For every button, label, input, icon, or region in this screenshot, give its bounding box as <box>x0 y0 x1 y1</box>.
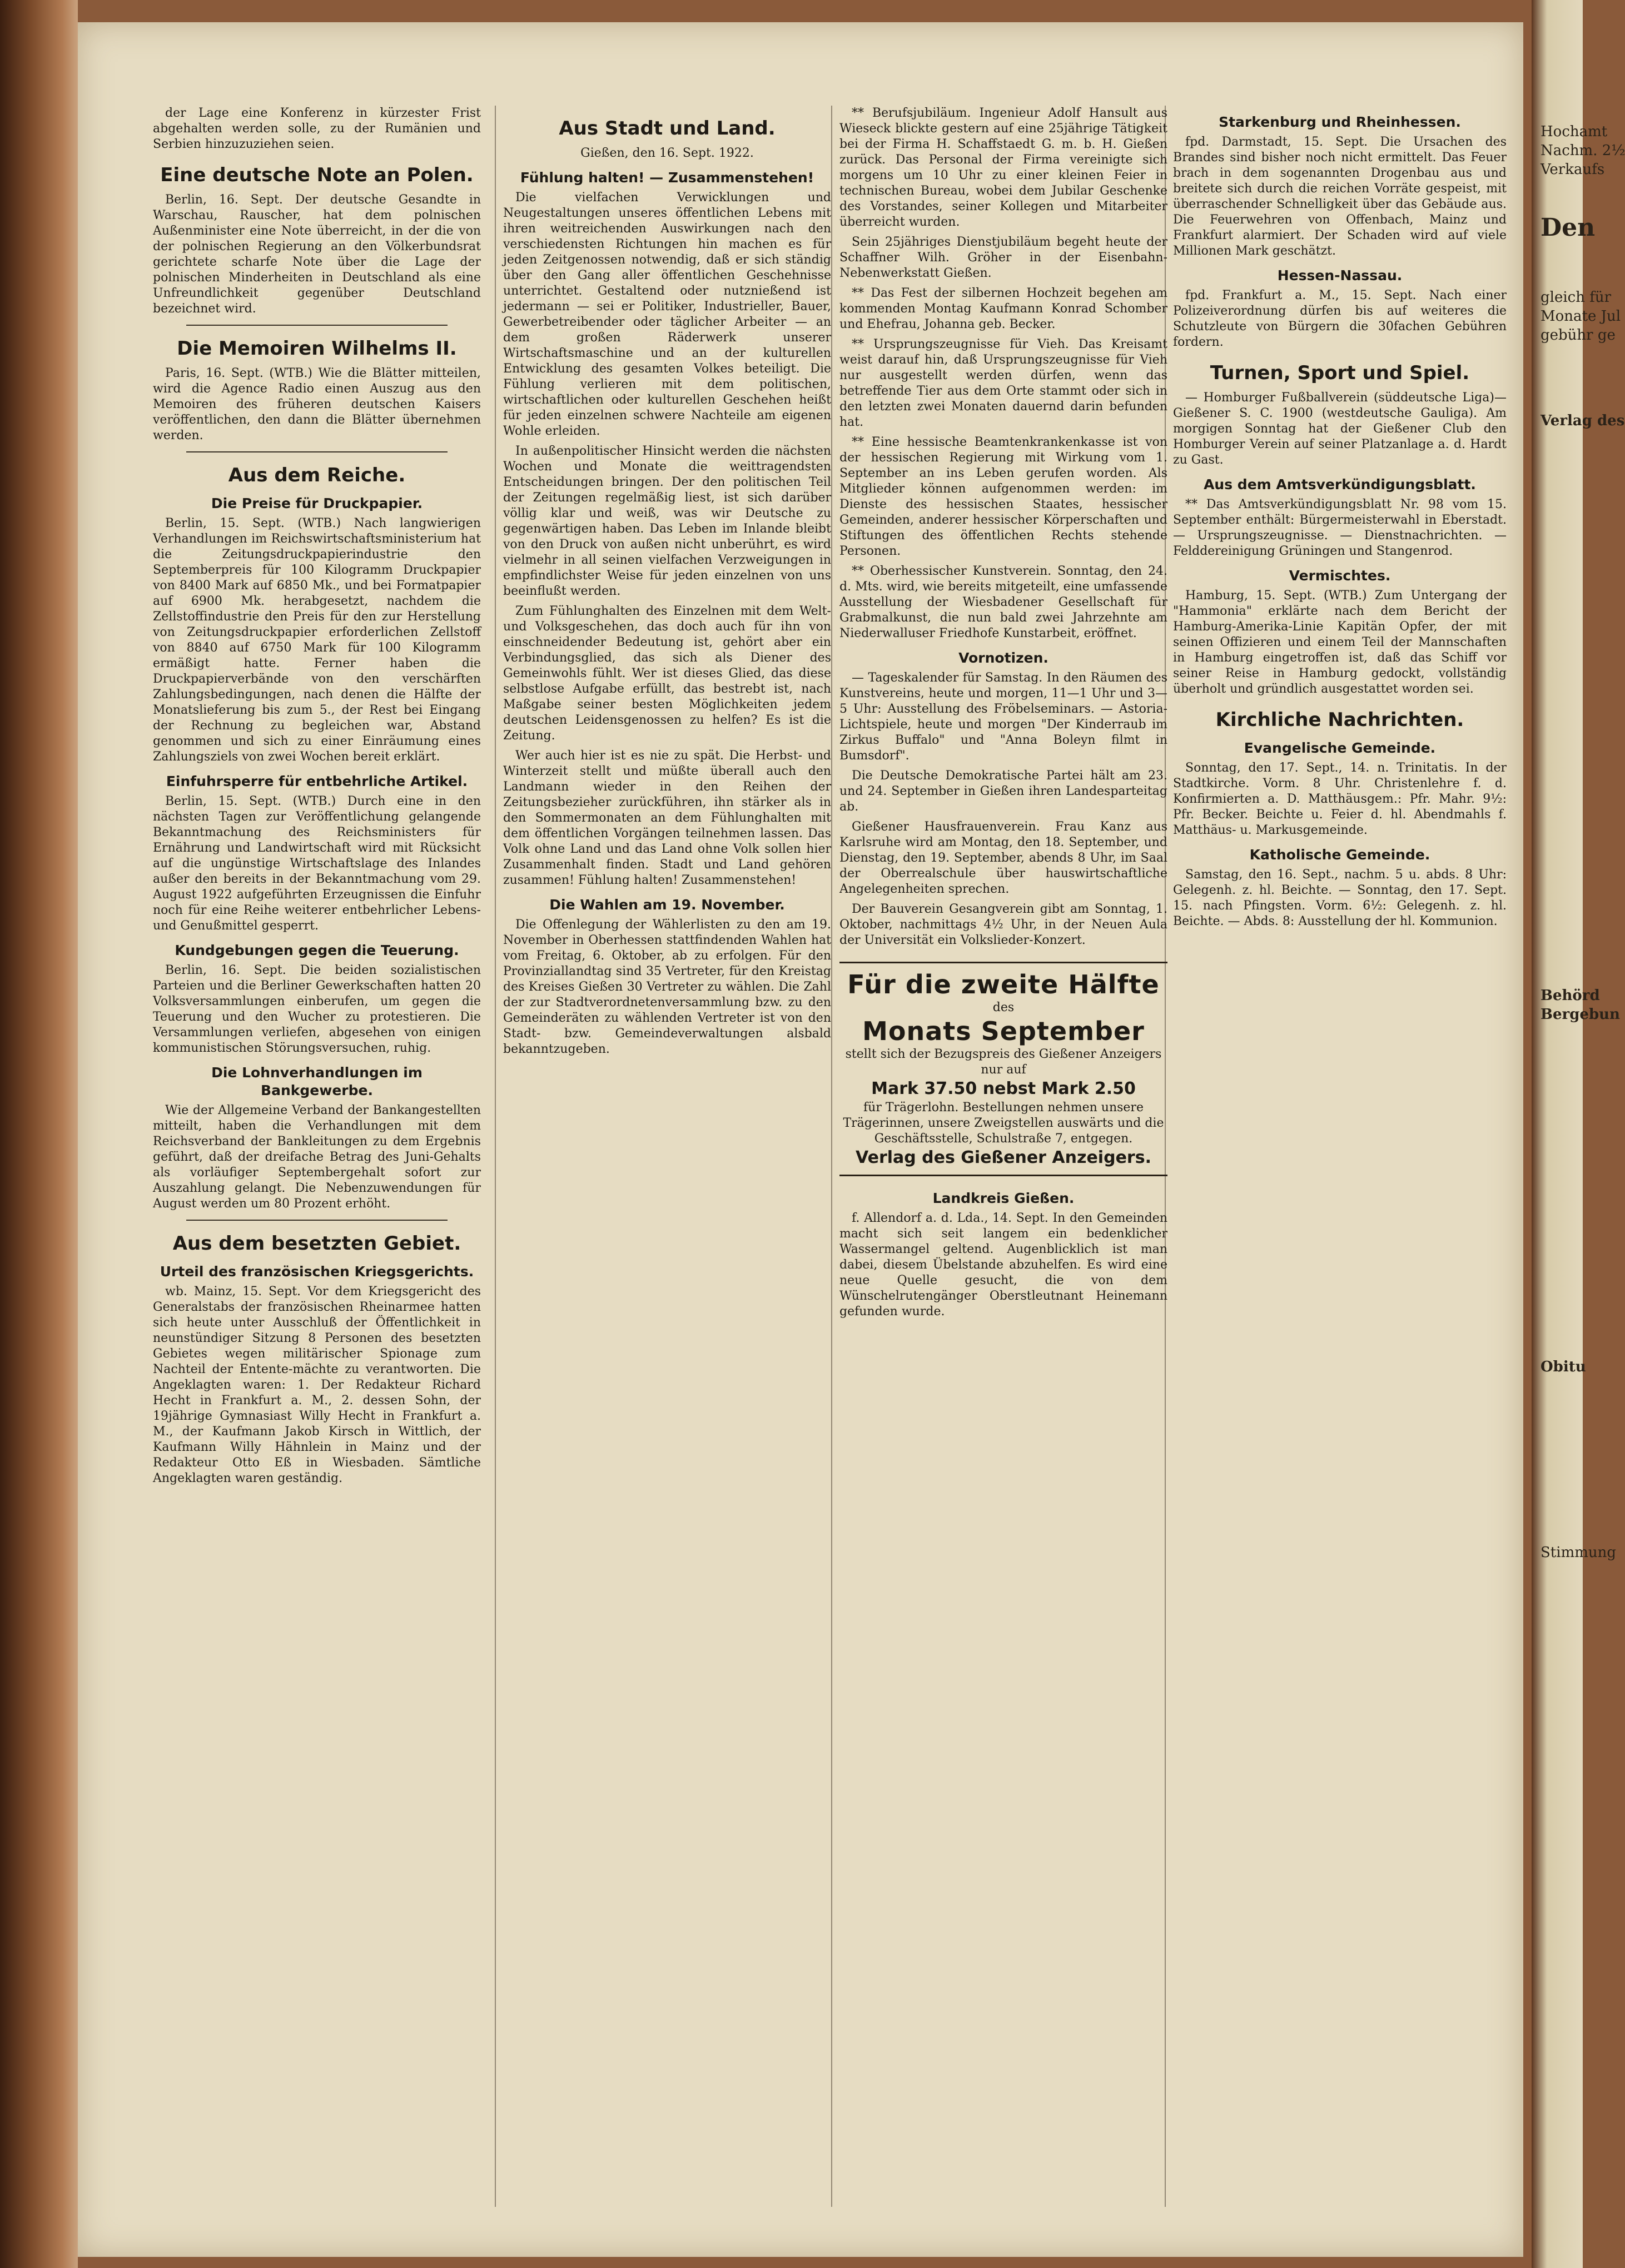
article-text: Die Offenlegung der Wählerlisten zu den am 19. November in Oberhessen stattfindenden Wahlen hat vom Freitag, 6. Oktober, ab zu erfolgen. Für den Provinziallandtag sind 35 Vertreter, für den Kreistag des Kreises Gießen 30 Vertreter zu wählen. Die Zahl der zur Stadtverordnetenversammlung bzw. zu den Gemeinderäten zu wählenden Vertreter ist von den Stadt- bzw. Gemeindeverwaltungen alsbald bekanntzugeben. <box>503 918 831 1056</box>
article-subheadline: Die Preise für Druckpapier. <box>211 495 423 511</box>
article-text: — Homburger Fußballverein (süddeutsche Liga)—Gießener S. C. 1900 (westdeutsche Gauliga). Am morgigen Sonntag hat der Gießener Club den Homburger Verein auf seiner Platzanlage a. d. Hardt zu Gast. <box>1173 391 1507 467</box>
article-subheadline: Starkenburg und Rheinhessen. <box>1219 114 1461 130</box>
article-headline: Eine deutsche Note an Polen. <box>160 164 474 186</box>
fragment-text: gebühr ge <box>1540 327 1616 344</box>
fragment-text: Den <box>1540 213 1596 242</box>
article-text: Gießener Hausfrauenverein. Frau Kanz aus Karlsruhe wird am Montag, den 18. September, und Dienstag, den 19. September, abends 8 Uhr, im Saal der Oberrealschule über hauswirtschaftliche Angelegenheiten sprechen. <box>839 820 1167 896</box>
ad-text: für Trägerlohn. Bestellungen nehmen unsere Trägerinnen, unsere Zweigstellen auswärts und die Geschäftsstelle, Schulstraße 7, entgegen. <box>843 1101 1164 1146</box>
fragment-text: Nachm. 2½ <box>1540 142 1625 159</box>
column-rule <box>495 106 496 2207</box>
article-text: Sonntag, den 17. Sept., 14. n. Trinitatis. In der Stadtkirche. Vorm. 8 Uhr. Christenlehre f. d. Konfirmierten a. D. Matthäusgem.: Pfr. Mahr. 9½: Pfr. Becker. Beichte u. Feier d. hl. Abendmahls f. Matthäus- u. Markusgemeinde. <box>1173 761 1507 837</box>
article-headline: Die Memoiren Wilhelms II. <box>177 337 457 360</box>
section-headline: Aus dem besetzten Gebiet. <box>172 1232 461 1255</box>
column-2 <box>503 106 831 1062</box>
article-subheadline: Vermischtes. <box>1289 568 1391 584</box>
fragment-text: Obitu <box>1540 1359 1586 1375</box>
article-subheadline: Aus dem Amtsverkündigungsblatt. <box>1204 476 1476 493</box>
column-rule <box>831 106 832 2207</box>
article-text: ** Oberhessischer Kunstverein. Sonntag, den 24. d. Mts. wird, wie bereits mitgeteilt, eine umfassende Ausstellung der Wiesbadener Gesellschaft für Grabmalkunst, die nun bald zwei Jahrzehnte am Niederwalluser Friedhofe Kunstarbeit, eröffnet. <box>839 564 1167 640</box>
article-subheadline: Katholische Gemeinde. <box>1249 847 1430 863</box>
article-subheadline: Die Lohnverhandlungen im Bankgewerbe. <box>211 1065 423 1098</box>
article-subheadline: Vornotizen. <box>958 650 1048 666</box>
article-text: In außenpolitischer Hinsicht werden die nächsten Wochen und Monate die weittragendsten Entscheidungen bringen. Der den politischen Teil der Zeitungen regelmäßig liest, ist sich darüber völlig klar und weiß, was wir Deutsche zu gegenwärtigen haben. Das Leben im Inlande bleibt von den Druck von außen nicht unberührt, es wird vielmehr in all seinen vielfachen Verzweigungen in empfindlichster Weise für jeden einzelnen von uns beeinflußt werden. <box>503 444 831 598</box>
article-text: Der Bauverein Gesangverein gibt am Sonntag, 1. Oktober, nachmittags 4½ Uhr, in der Neuen Aula der Universität ein Volkslieder-Konzert. <box>839 902 1167 947</box>
article-text: fpd. Darmstadt, 15. Sept. Die Ursachen des Brandes sind bisher noch nicht ermittelt. Das Feuer brach in dem sogenannten Drogenbau aus und breitete sich durch die reichen Vorräte gespeist, mit überraschender Schnelligkeit über das Gebäude aus. Die Feuerwehren von Offenbach, Mainz und Frankfurt alarmiert. Der Schaden wird auf viele Millionen Mark geschätzt. <box>1173 135 1507 258</box>
column-3 <box>839 106 1167 1324</box>
book-binding <box>0 0 78 2268</box>
section-headline: Turnen, Sport und Spiel. <box>1210 362 1470 384</box>
column-4 <box>1173 106 1507 934</box>
fragment-text: Behörd <box>1540 987 1600 1004</box>
article-subheadline: Landkreis Gießen. <box>932 1190 1075 1206</box>
article-text: Sein 25jähriges Dienstjubiläum begeht heute der Schaffner Wilh. Gröher in der Eisenbahn-Nebenwerkstatt Gießen. <box>839 235 1167 280</box>
article-text: Berlin, 15. Sept. (WTB.) Nach langwierigen Verhandlungen im Reichswirtschaftsministerium hat die Zeitungsdruckpapierindustrie den Septemberpreis für 100 Kilogramm Druckpapier von 8400 Mark auf 6850 Mk., und bei Formatpapier auf 6900 Mk. herabgesetzt, nachdem die Zellstoffindustrie den Preis für den zur Herstellung von Zeitungsdruckpapier erforderlichen Zellstoff von 8840 auf 6750 Mark für 100 Kilogramm ermäßigt hatte. Ferner haben die Druckpapierverbände von den verschärften Zahlungsbedingungen, nach denen die Hälfte der Monatslieferung bis zum 5., der Rest bei Eingang der Rechnung zu begleichen war, Abstand genommen und sich zu einer Einräumung eines Zahlungsziels von zwei Wochen bereit erklärt. <box>153 516 481 764</box>
article-text: Die Deutsche Demokratische Partei hält am 23. und 24. September in Gießen ihren Landesparteitag ab. <box>839 769 1167 814</box>
article-text: — Tageskalender für Samstag. In den Räumen des Kunstvereins, heute und morgen, 11—1 Uhr und 3—5 Uhr: Ausstellung des Fröbelseminars. — Astoria-Lichtspiele, heute und morgen "Der Kinderraub im Zirkus Buffalo" und "Anna Boleyn filmt in Bumsdorf". <box>839 671 1167 763</box>
ad-price: Mark 37.50 nebst Mark 2.50 <box>871 1079 1136 1098</box>
article-text: Hamburg, 15. Sept. (WTB.) Zum Untergang der "Hammonia" erklärte nach dem Bericht der Hamburg-Amerika-Linie Kapitän Opfer, der mit seinen Offizieren und einem Teil der Mannschaften in Hamburg eingetroffen ist, daß das Schiff vor seiner Reise in Hamburg gedockt, vollständig überholt und gründlich ausgestattet worden sei. <box>1173 589 1507 696</box>
adjacent-page-fragment <box>1532 0 1625 2268</box>
article-text: ** Ursprungszeugnisse für Vieh. Das Kreisamt weist darauf hin, daß Ursprungszeugnisse für Vieh nur ausgestellt werden dürfen, wenn das betreffende Tier aus dem Orte stammt oder sich in den letzten zwei Monaten dauernd darin befunden hat. <box>839 337 1167 429</box>
article-text: ** Eine hessische Beamtenkrankenkasse ist von der hessischen Regierung mit Wirkung vom 1. September an ins Leben gerufen worden. Als Mitglieder können aufgenommen werden: im Dienste des hessischen Staates, hessischer Gemeinden, anderer hessischer Körperschaften und Stiftungen des öffentlichen Rechts stehende Personen. <box>839 435 1167 558</box>
divider <box>186 325 448 326</box>
fragment-text: Verlag des <box>1540 412 1625 429</box>
article-subheadline: Urteil des französischen Kriegsgerichts. <box>160 1264 474 1280</box>
section-headline: Kirchliche Nachrichten. <box>1215 709 1464 731</box>
article-text: ** Das Amtsverkündigungsblatt Nr. 98 vom 15. September enthält: Bürgermeisterwahl in Eberstadt. — Ursprungszeugnisse. — Dienstnachrichten. — Felddereinigung Grüningen und Stangenrod. <box>1173 498 1507 558</box>
divider <box>186 451 448 452</box>
article-text: f. Allendorf a. d. Lda., 14. Sept. In den Gemeinden macht sich seit langem ein bedenklicher Wassermangel geltend. Augenblicklich ist man dabei, diesem Übelstande abzuhelfen. Es wird eine neue Quelle gesucht, die von dem Wünschelrutengänger Oberstleutnant Heinemann gefunden wurde. <box>839 1211 1167 1319</box>
subscription-advertisement <box>839 962 1167 1176</box>
article-text: Zum Fühlunghalten des Einzelnen mit dem Welt- und Volksgeschehen, das doch auch für ihn von einschneidender Bedeutung ist, gehört aber ein Verbindungsglied, das sich als Diener des Gemeinwohls fühlt. Wer ist dieses Glied, das diese selbstlose Aufgabe erfüllt, das bestrebt ist, nach Maßgabe seiner besten Möglichkeiten jedem deutschen Leidensgenossen zu helfen? Es ist die Zeitung. <box>503 604 831 743</box>
ad-text: des <box>992 1001 1015 1014</box>
fragment-text: gleich für <box>1540 289 1612 306</box>
fragment-text: Hochamt <box>1540 123 1608 140</box>
section-headline: Aus dem Reiche. <box>228 464 406 486</box>
article-text: Paris, 16. Sept. (WTB.) Wie die Blätter mitteilen, wird die Agence Radio einen Auszug aus den Memoiren des früheren deutschen Kaisers veröffentlichen, den dann die Blätter übernehmen werden. <box>153 366 481 442</box>
article-subheadline: Kundgebungen gegen die Teuerung. <box>175 942 459 958</box>
fragment-text: Bergebun <box>1540 1006 1620 1023</box>
article-text: wb. Mainz, 15. Sept. Vor dem Kriegsgericht des Generalstabs der französischen Rheinarmee hatten sich heute unter Ausschluß der Öffentlichkeit in neunstündiger Sitzung 8 Personen des besetzten Gebietes wegen militärischer Spionage zum Nachteil der Entente-mächte zu verantworten. Die Angeklagten waren: 1. Der Redakteur Richard Hecht in Frankfurt a. M., 2. dessen Sohn, der 19jährige Gymnasiast Willy Hecht in Frankfurt a. M., der Kaufmann Jakob Kirsch in Wittlich, der Kaufmann Willy Hähnlein in Mainz und der Redakteur Otto Eß in Wiesbaden. Sämtliche Angeklagten waren geständig. <box>153 1285 481 1485</box>
ad-headline: Für die zweite Hälfte <box>847 969 1160 999</box>
article-text: ** Berufsjubiläum. Ingenieur Adolf Hansult aus Wieseck blickte gestern auf eine 25jährige Tätigkeit bei der Firma H. Schaffstaedt G. m. b. H. Gießen zurück. Das Personal der Firma vereinigte sich morgens um 10 Uhr zu einer kleinen Feier in technischen Bureau, wobei dem Jubilar Geschenke des Vorstandes, seiner Kollegen und Mitarbeiter überreicht wurden. <box>839 106 1167 229</box>
article-text: Berlin, 16. Sept. Die beiden sozialistischen Parteien und die Berliner Gewerkschaften hatten 20 Volksversammlungen einberufen, um gegen die Teuerung und den Wucher zu protestieren. Die Versammlungen verliefen, abgesehen von einigen kommunistischen Störungsversuchen, ruhig. <box>153 963 481 1055</box>
fragment-text: Stimmung <box>1540 1544 1617 1561</box>
article-text: Die vielfachen Verwicklungen und Neugestaltungen unseres öffentlichen Lebens mit ihren weitreichenden Auswirkungen nach den verschiedensten Richtungen hin machen es für jeden Zeitgenossen notwendig, daß er sich ständig über den Gang aller öffentlichen Geschehnisse unterrichtet. Gestaltend oder nutznießend ist jedermann — sei er Politiker, Industrieller, Bauer, Gewerbetreibender oder täglicher Arbeiter — an dem großen Räderwerk unserer Wirtschaftsmaschine und an der kulturellen Entwicklung des gesamten Volkes beteiligt. Die Fühlung verlieren mit dem politischen, wirtschaftlichen oder kulturellen Geschehen heißt für jeden einzelnen schwere Nachteile am eigenen Wohle erleiden. <box>503 191 831 438</box>
fragment-text: Verkaufs <box>1540 161 1605 178</box>
article-text: Berlin, 15. Sept. (WTB.) Durch eine in den nächsten Tagen zur Veröffentlichung gelangende Bekanntmachung des Reichsministers für Ernährung und Landwirtschaft wird mit Rücksicht auf die ungünstige Wirtschaftslage des Inlandes außer den bereits in der Bekanntmachung vom 29. August 1922 aufgeführten Erzeugnissen die Einfuhr noch für eine Reihe weiterer entbehrlicher Lebens- und Genußmittel gesperrt. <box>153 794 481 933</box>
ad-headline: Monats September <box>862 1016 1145 1046</box>
article-text: Samstag, den 16. Sept., nachm. 5 u. abds. 8 Uhr: Gelegenh. z. hl. Beichte. — Sonntag, den 17. Sept. 15. nach Pfingsten. Vorm. 6½: Gelegenh. z. hl. Beichte. — Abds. 8: Ausstellung der hl. Kommunion. <box>1173 868 1507 928</box>
article-text: fpd. Frankfurt a. M., 15. Sept. Nach einer Polizeiverordnung dürfen bis auf weiteres die Schutzleute von Bürgern die 30fachen Gebühren fordern. <box>1173 289 1507 349</box>
article-subheadline: Hessen-Nassau. <box>1277 267 1403 284</box>
column-1 <box>153 106 481 1491</box>
section-headline: Aus Stadt und Land. <box>559 117 776 140</box>
article-text: ** Das Fest der silbernen Hochzeit begehen am kommenden Montag Kaufmann Konrad Schomber und Ehefrau, Johanna geb. Becker. <box>839 286 1167 331</box>
article-text: Berlin, 16. Sept. Der deutsche Gesandte in Warschau, Rauscher, hat dem polnischen Außenminister eine Note überreicht, in der die von der polnischen Regierung an den Völkerbundsrat gerichtete scharfe Note über die Lage der polnischen Minderheiten in Deutschland als eine Unfreundlichkeit gegenüber Deutschland bezeichnet wird. <box>153 193 481 316</box>
ad-publisher: Verlag des Gießener Anzeigers. <box>856 1148 1151 1167</box>
article-subheadline: Einfuhrsperre für entbehrliche Artikel. <box>166 773 468 789</box>
fragment-text: Monate Jul <box>1540 308 1621 325</box>
article-text: Wer auch hier ist es nie zu spät. Die Herbst- und Winterzeit stellt und müßte überall auch den Landmann wieder in den Reihen der Zeitungsbezieher zurückführen, ihn stärker als in den Sommermonaten an dem Fühlunghalten mit dem öffentlichen Vorgängen teilnehmen lassen. Das Volk ohne Land und das Land ohne Volk sollen hier Zusammenhalt finden. Stadt und Land gehören zusammen! Fühlung halten! Zusammenstehen! <box>503 749 831 887</box>
article-subheadline: Die Wahlen am 19. November. <box>549 897 785 913</box>
lead-paragraph: der Lage eine Konferenz in kürzester Frist abgehalten werden solle, zu der Rumänien und Serbien hinzuzuziehen seien. <box>153 106 481 151</box>
article-subheadline: Evangelische Gemeinde. <box>1244 740 1436 756</box>
divider <box>186 1220 448 1221</box>
ad-text: stellt sich der Bezugspreis des Gießener Anzeigers nur auf <box>845 1047 1162 1077</box>
article-subheadline: Fühlung halten! — Zusammenstehen! <box>520 170 814 186</box>
dateline: Gießen, den 16. Sept. 1922. <box>580 146 754 160</box>
article-text: Wie der Allgemeine Verband der Bankangestellten mitteilt, haben die Verhandlungen mit dem Reichsverband der Bankleitungen zu dem Ergebnis geführt, daß der dreifache Betrag des Juni-Gehalts als vorläufiger Septembergehalt sofort zur Auszahlung gelangt. Die Nebenzuwendungen für August werden um 80 Prozent erhöht. <box>153 1103 481 1211</box>
